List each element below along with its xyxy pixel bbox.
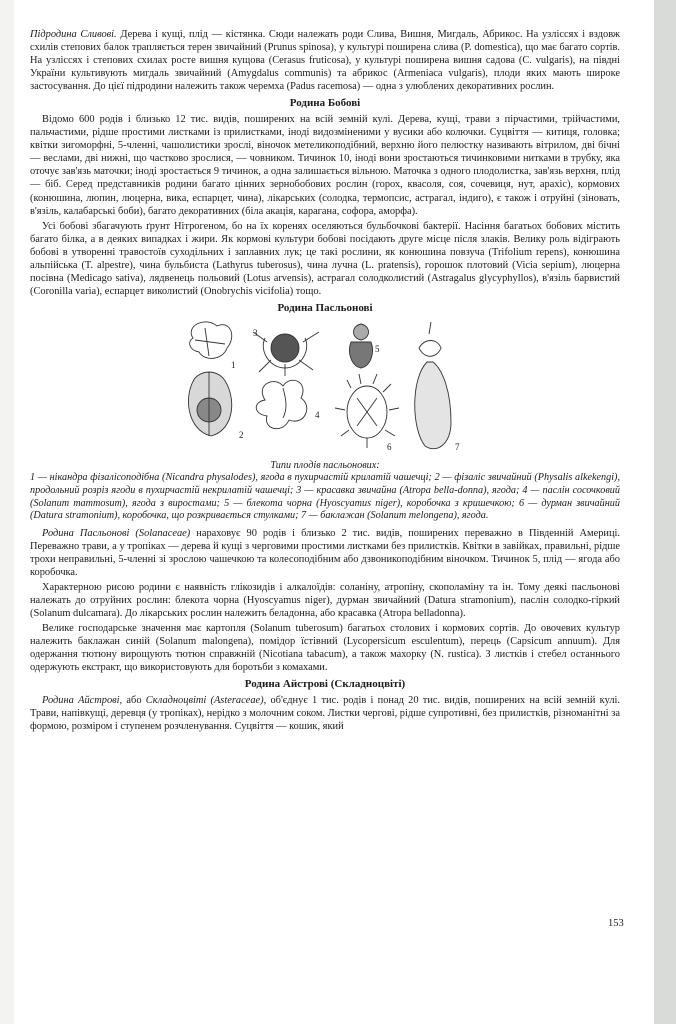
paragraph-paslonovi-3: Велике господарське значення має картопля (Solanum tuberosum) багатьох столових і кормових сортів. До овочевих культур належить баклажан синій (Solanum malongena), помідор їстівний (Lycopersicum esculentum), перець (Capsicum annuum). Для одержання тютюну вирощують тютюн справжній (Nicotiana tabacum), а також махорку (N. rustica). З листків і стебел останнього одержують екстракт, що використовують для боротьби з комахами. [30, 623, 620, 674]
paragraph-paslonovi-1: Родина Пасльонові (Solanaceae) нараховує 90 родів і близько 2 тис. видів, поширених переважно в Південній Америці. Переважно трави, а у тропіках — дерева й кущі з черговими простими листками без прилистків. Квітки в завійках, правильні, рідше трохи неправильні, 5-членні зі зрослою чашечкою та колесоподібним або дзвоникоподібним віночком. Тичинок 5, плід — ягода або коробочка. [30, 527, 620, 578]
heading-aistrovi: Родина Айстрові (Складноцвіті) [244, 678, 406, 691]
heading-paslonovi: Родина Пасльонові [277, 301, 373, 314]
subfamily-label: Підродина Сливові. [30, 29, 117, 40]
figure-label-6: 6 [387, 441, 392, 452]
paragraph-bobovi-1: Відомо 600 родів і близько 12 тис. видів, поширених на всій земній кулі. Дерева, кущі, трави з пірчастими, трійчастими, пальчастими, рідше простими листками із прилистками, іноді видозміненими у вусики або колючки. Суцвіття — китиця, головка; квітки зигоморфні, 5-членні, чашолистики зрослі, віночок метеликоподібний, верхню його пелюстку називають вітрилом, дві бічні — веслами, дві нижні, що частково зрослися, — човником. Тичинок 10, іноді вони зростаються тичинковими нитками в трубку, яка оточує зав'язь маточки; іноді зростається 9 тичинок, а одна залишається вільною. Маточка з одного плодолистка, зав'язь верхня, плід — біб. Серед представників родини багато цінних зернобобових рослин (горох, квасоля, соя, сочевиця, нут, арахіс), кормових (конюшина, люпин, люцерна, вика, еспарцет, чина), лікарських (солодка, термопсис, астрагал, індиго), є також і отруйні (зіновать, в'язіль, калабарські боби), багато декоративних (біла акація, карагана, софора, аморфа). [30, 114, 620, 217]
figure-label-7: 7 [455, 441, 460, 452]
figure-label-3: 3 [253, 327, 258, 338]
paragraph-bobovi-2: Усі бобові збагачують ґрунт Нітрогеном, бо на їх коренях оселяються бульбочкові бактерії. Насіння багатьох бобових містить багато білка, а в деяких випадках і жири. Як кормові культури бобові посідають друге місце після злаків. Велику роль відіграють бобові в утворенні травостоїв суходільних і заплавних лук; це такі рослини, як конюшина повзуча (Trifolium repens), конюшина альпійська (T. alpestre), чина бульбиста (Lathyrus tuberosus), чина лучна (L. pratensis), горошок плотовий (Vicia sepium), люцерна посівна (Medicago sativa), лядвенець польовий (Lotus arvensis), астрагал солодколистий (Astragalus glycyphyllos), в'язіль барвистий (Coronilla varia), еспарцет виколистий (Onobrychis vicifolia) тощо. [30, 220, 620, 297]
paragraph-paslonovi-2: Характерною рисою родини є наявність глікозидів і алкалоїдів: соланіну, атропіну, скополаміну та ін. Тому деякі пасльонові належать до отруйних рослин: блекота чорна (Hyoscyamus niger), дурман звичайний (Datura stramonium), паслін солодко-гіркий (Solanum dulcamara). До лікарських рослин належить беладонна, або красавка (Atropa belladonna). [30, 582, 620, 620]
figure-label-4: 4 [315, 409, 320, 420]
paragraph-plum-subfamily: Підродина Сливові. Дерева і кущі, плід — кістянка. Сюди належать роди Слива, Вишня, Мигдаль, Абрикос. На узліссях і вздовж схилів степових балок трапляється терен звичайний (Prunus spinosa), у культурі поширена слива (P. domestica), що має багато сортів. На узліссях і степових схилах росте вишня кущова (Cerasus fruticosa), у культурі поширена вишня садова (C. vulgaris), на півдні України культивують мигдаль звичайний (Amygdalus communis) та абрикос (Armeniaca vulgaris), плоди яких мають широке застосування. До цієї підродини належить також черемха (Padus racemosa) — одна з улюблених декоративних рослин. [30, 29, 620, 93]
figure-label-2: 2 [239, 429, 244, 440]
fruit-types-figure [175, 318, 475, 458]
paragraph-aistrovi-1: Родина Айстрові, або Складноцвіті (Asteraceae), об'єднує 1 тис. родів і понад 20 тис. видів, поширених на всій земній кулі. Трави, напівкущі, деревця (у тропіках), нерідко з молочним соком. Листки чергові, рідше супротивні, без прилистків, різноманітні за формою, розміром і ступенем розчленування. Суцвіття — кошик, який [30, 695, 620, 733]
caption-text: 1 — нікандра фізалісоподібна (Nicandra physalodes), ягода в пухирчастій крилатій чашечці; 2 — фізаліс звичайний (Physalis alkekengi), продольний розріз ягоди в пухирчастій некрилатій чашечці; 3 — красавка звичайна (Atropa bella-donna), ягода; 4 — паслін сосочковий (Solanum mammosum), ягода з виростами; 5 — блекота чорна (Hyoscyamus niger), коробочка з кришечкою; 6 — дурман звичайний (Datura stramonium), коробочка, що розкривається стулками; 7 — баклажан (Solanum melongena), ягода. [30, 472, 620, 522]
page-number: 153 [608, 918, 624, 929]
page-content [30, 28, 620, 736]
caption-title: Типи плодів пасльонових: [270, 459, 380, 471]
heading-bobovi: Родина Бобові [289, 97, 361, 110]
scan-edge [654, 0, 676, 1024]
fruit-illustration [175, 318, 475, 458]
figure-label-5: 5 [375, 343, 380, 354]
figure-label-1: 1 [231, 359, 236, 370]
figure-caption [30, 460, 620, 523]
